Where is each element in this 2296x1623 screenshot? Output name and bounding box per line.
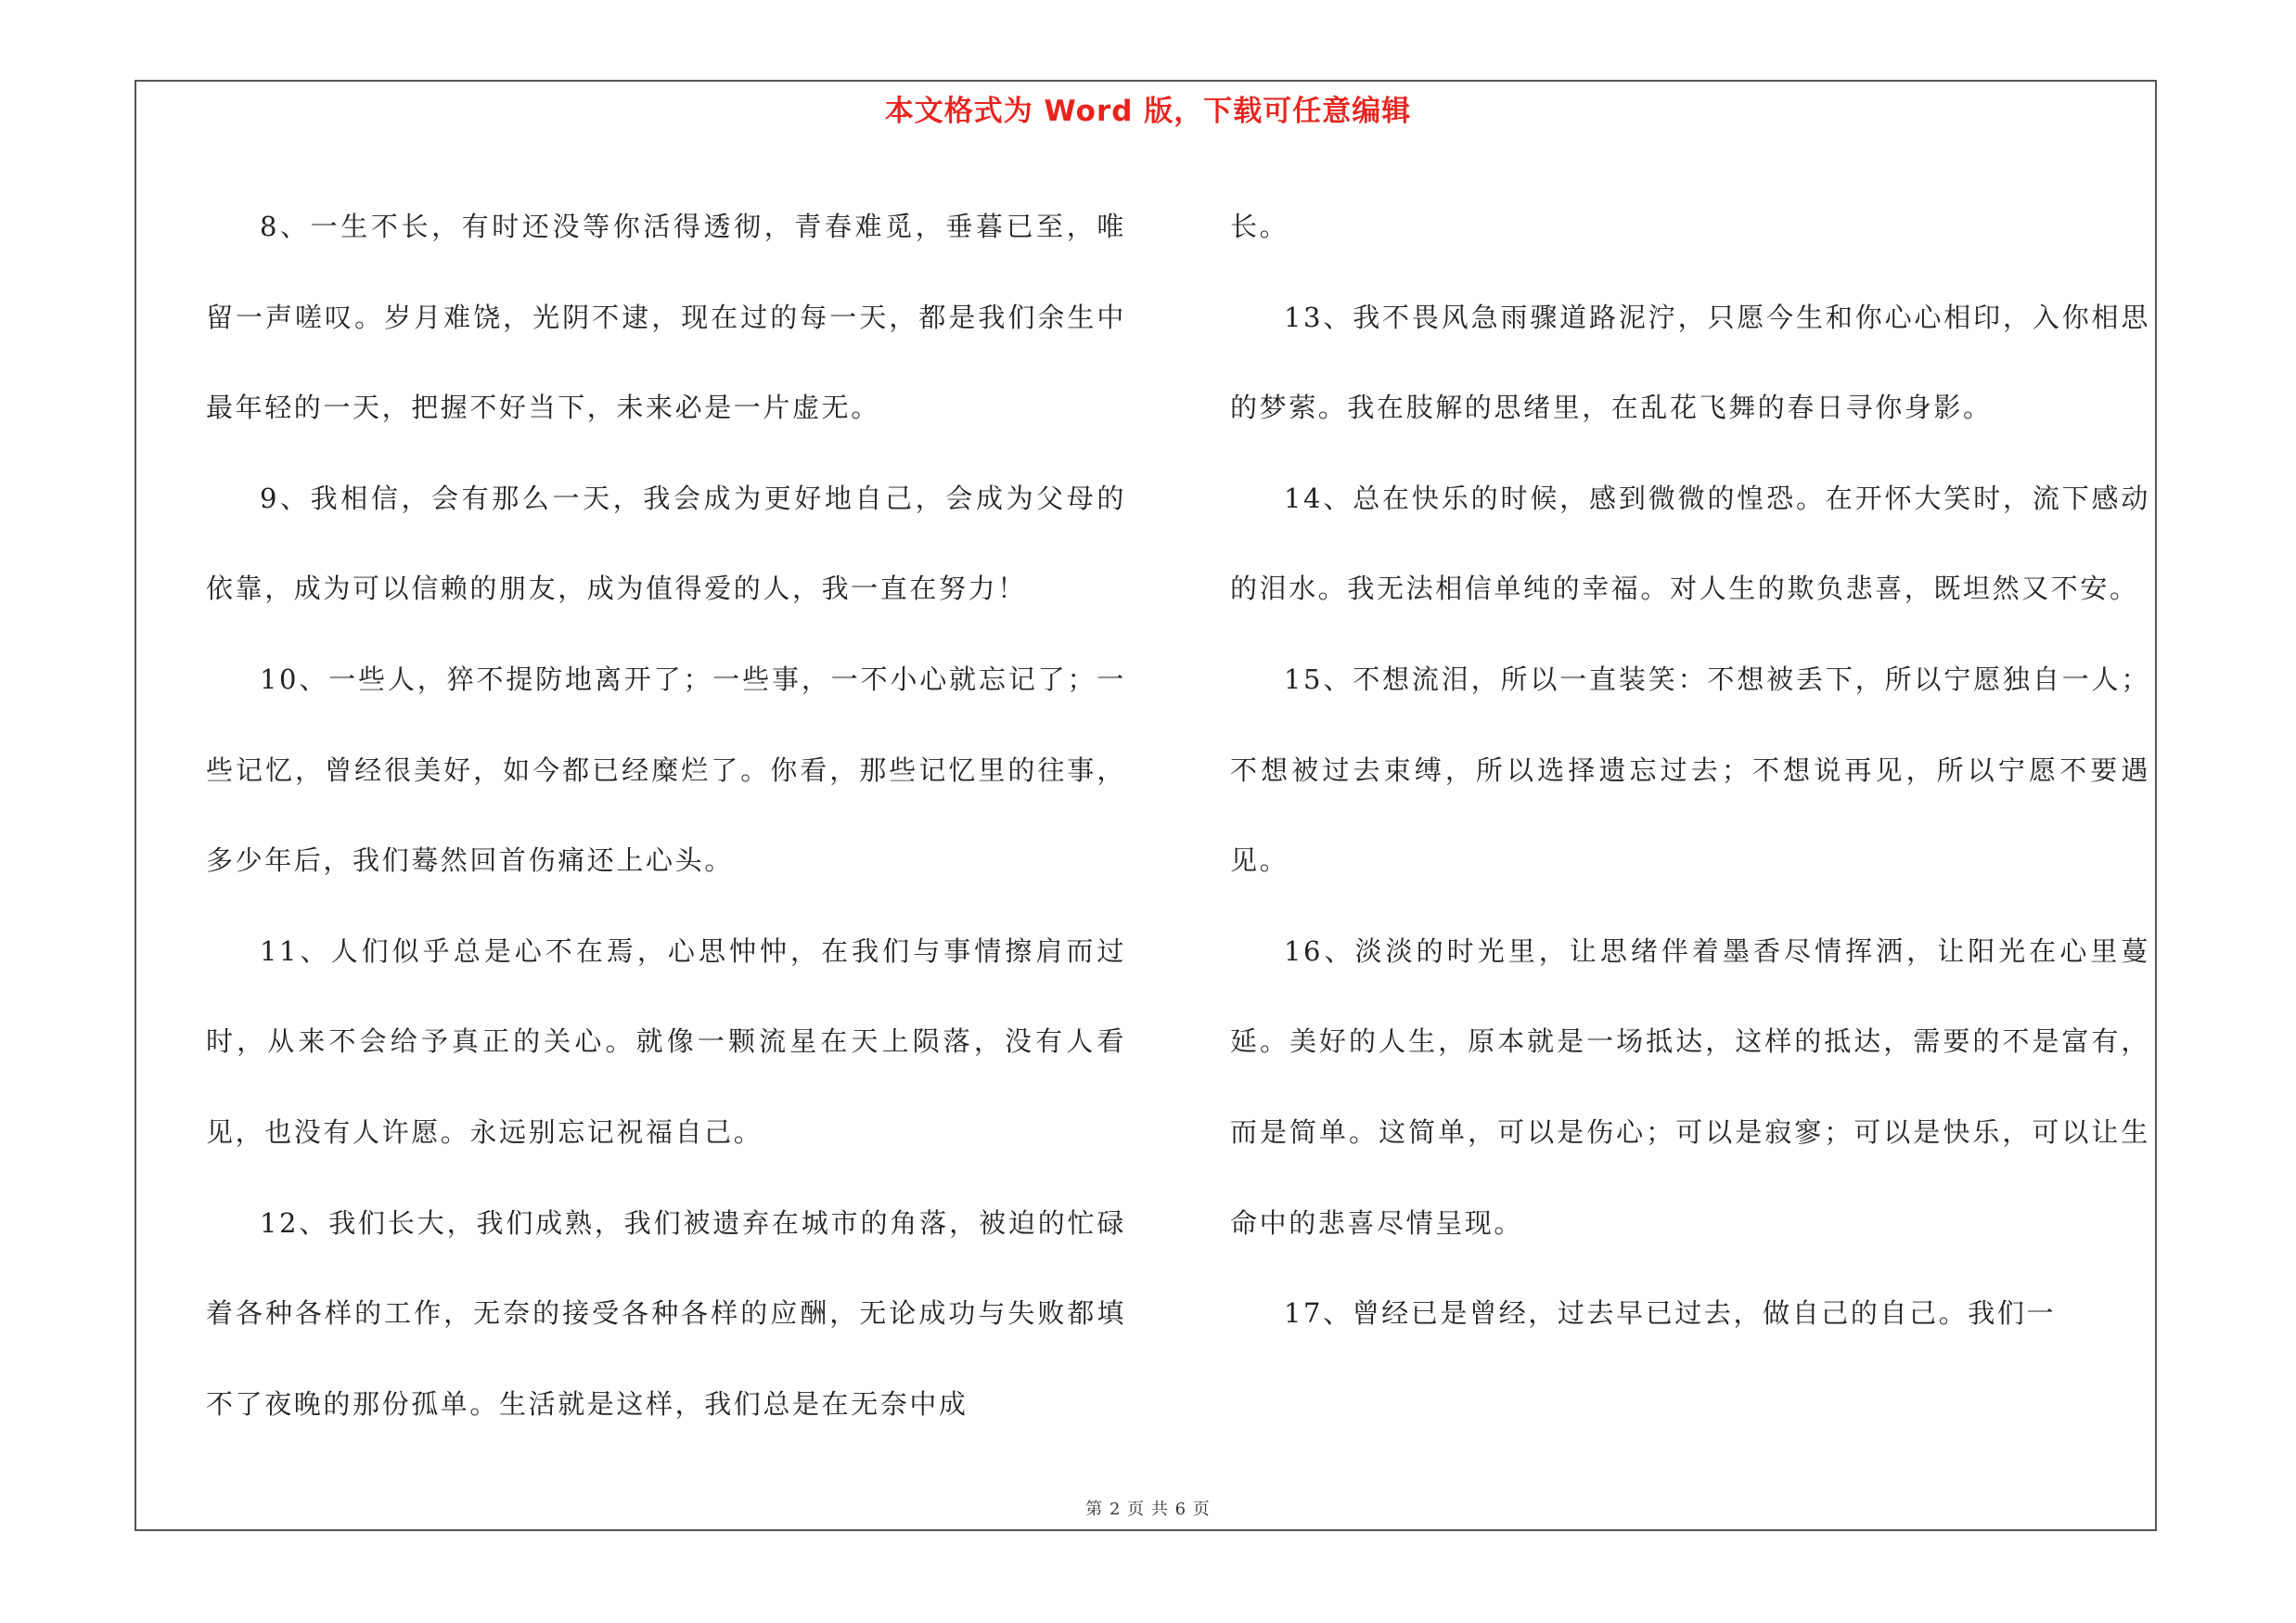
paragraph-9: 9、我相信，会有那么一天，我会成为更好地自己，会成为父母的依靠，成为可以信赖的朋友，成为值得爱的人，我一直在努力！ [206, 482, 1126, 605]
paragraph-16: 16、淡淡的时光里，让思绪伴着墨香尽情挥洒，让阳光在心里蔓延。美好的人生，原本就是一场抵达，这样的抵达，需要的不是富有，而是简单。这简单，可以是伤心；可以是寂寥；可以是快乐，可以让生命中的悲喜尽情呈现。 [1230, 934, 2150, 1239]
right-text-column [1230, 182, 2150, 1359]
paragraph-10: 10、一些人，猝不提防地离开了；一些事，一不小心就忘记了；一些记忆，曾经很美好，如今都已经糜烂了。你看，那些记忆里的往事，多少年后，我们蓦然回首伤痛还上心头。 [206, 663, 1126, 877]
paragraph-12: 12、我们长大，我们成熟，我们被遗弃在城市的角落，被迫的忙碌着各种各样的工作，无奈的接受各种各样的应酬，无论成功与失败都填不了夜晚的那份孤单。生活就是这样，我们总是在无奈中成 [206, 1206, 1126, 1420]
page-number-footer: 第 2 页 共 6 页 [1085, 1500, 1211, 1519]
paragraph-12-continuation: 长。 [1230, 211, 1289, 242]
paragraph-17: 17、曾经已是曾经，过去早已过去，做自己的自己。我们一 [1284, 1297, 2057, 1330]
header-banner: 本文格式为 Word 版，下载可任意编辑 [884, 95, 1412, 128]
paragraph-13: 13、我不畏风急雨骤道路泥泞，只愿今生和你心心相印，入你相思的梦萦。我在肢解的思绪里，在乱花飞舞的春日寻你身影。 [1230, 301, 2150, 424]
paragraph-8: 8、一生不长，有时还没等你活得透彻，青春难觅，垂暮已至，唯留一声嗟叹。岁月难饶，光阴不逮，现在过的每一天，都是我们余生中最年轻的一天，把握不好当下，未来必是一片虚无。 [206, 211, 1126, 424]
left-text-column [206, 182, 1126, 1449]
paragraph-14: 14、总在快乐的时候，感到微微的惶恐。在开怀大笑时，流下感动的泪水。我无法相信单纯的幸福。对人生的欺负悲喜，既坦然又不安。 [1230, 482, 2150, 605]
paragraph-11: 11、人们似乎总是心不在焉，心思忡忡，在我们与事情擦肩而过时，从来不会给予真正的关心。就像一颗流星在天上陨落，没有人看见，也没有人许愿。永远别忘记祝福自己。 [206, 934, 1126, 1148]
paragraph-15: 15、不想流泪，所以一直装笑：不想被丢下，所以宁愿独自一人；不想被过去束缚，所以选择遗忘过去；不想说再见，所以宁愿不要遇见。 [1230, 663, 2150, 877]
